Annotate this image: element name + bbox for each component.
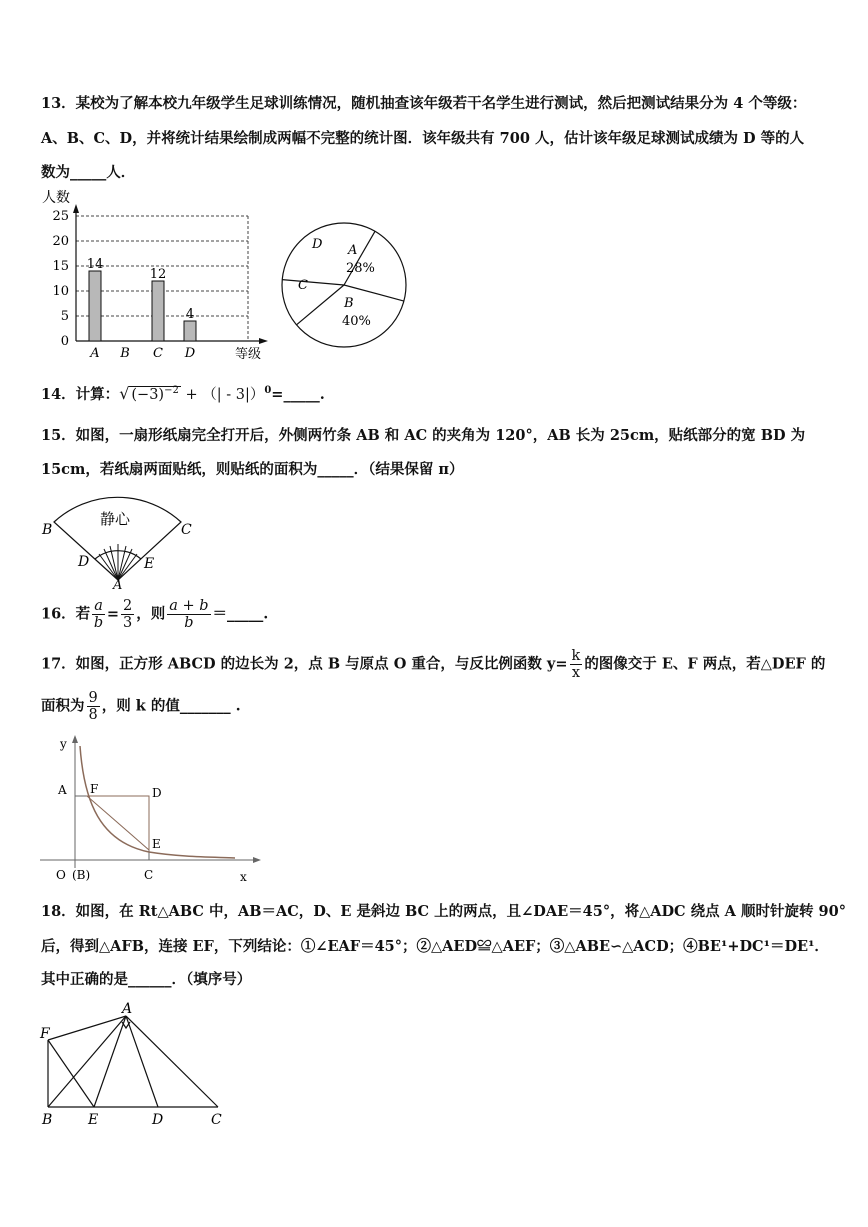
fan-label-e: E [144, 556, 155, 572]
bar-D [184, 321, 196, 341]
fan-label-b: B [42, 522, 53, 538]
q17-label-e: E [152, 837, 161, 851]
pie-label-B: B [344, 296, 354, 311]
fan-label-a: A [113, 578, 123, 590]
q16-b2: b [184, 615, 194, 631]
q18-label-d: D [152, 1112, 164, 1128]
q18-line3: 其中正确的是______．（填序号） [41, 971, 252, 988]
bar-value-label: 4 [185, 307, 195, 322]
q14-radicand: (−3) [131, 387, 165, 403]
bar-ytick: 15 [52, 259, 69, 274]
q17-line2b: ，则 k 的值_______ . [101, 697, 241, 715]
fan-label-c: C [181, 522, 192, 538]
q14-prefix: 14．计算： [41, 386, 120, 403]
q17-label-y: y [60, 737, 67, 751]
q13-line2: A、B、C、D，并将统计结果绘制成两幅不完整的统计图．该年级共有 700 人，估计该年级足球测试成绩为 D 等的人 [41, 130, 805, 147]
q15-line1: 15．如图，一扇形纸扇完全打开后，外侧两竹条 AB 和 AC 的夹角为 120°，AB 长为 25cm，贴纸部分的宽 BD 为 [41, 427, 806, 444]
bar-category-label: B [120, 346, 130, 361]
q17-x: x [571, 665, 580, 681]
bar-ytick: 10 [52, 284, 69, 299]
q18-figure [38, 1000, 228, 1130]
q16-a: a [94, 598, 103, 614]
q17-label-b: (B) [72, 868, 91, 882]
pie-chart [278, 218, 410, 350]
q17-label-c: C [144, 868, 154, 882]
pie-percent-B: 40% [342, 314, 371, 329]
fan-figure [40, 486, 195, 590]
q15-line2: 15cm，若纸扇两面贴纸，则贴纸的面积为_____．（结果保留 π） [41, 461, 464, 478]
q13-line1: 13．某校为了解本校九年级学生足球训练情况，随机抽查该年级若干名学生进行测试，然后把测试结果分为 4 个等级： [41, 95, 807, 112]
q17-label-a: A [58, 783, 67, 797]
q18-label-a: A [122, 1001, 133, 1017]
q18-label-c: C [211, 1112, 222, 1128]
q17-line1a: 17．如图，正方形 ABCD 的边长为 2，点 B 与原点 O 重合，与反比例函数 y= [41, 655, 568, 673]
q13-line3: 数为_____人． [41, 164, 136, 181]
q16-b: b [93, 615, 104, 631]
bar-A [89, 271, 101, 341]
q16-line [41, 598, 268, 631]
bar-category-label: C [153, 346, 163, 361]
q17-figure [40, 732, 265, 892]
q16-eq1: = [106, 605, 119, 623]
q17-line1 [41, 648, 825, 681]
square-abcd [75, 796, 149, 860]
q17-nine: 9 [88, 690, 98, 706]
pie-label-C: C [298, 278, 308, 293]
q17-line2a: 面积为 [41, 697, 85, 715]
q16-two: 2 [123, 598, 133, 614]
q17-line1b: 的图像交于 E、F 两点，若△DEF 的 [584, 655, 826, 673]
bar-ylabel: 人数 [42, 190, 70, 206]
bar-xlabel: 等级 [235, 347, 262, 362]
q17-label-o: O [56, 868, 66, 882]
q16-mid: ，则 [136, 605, 166, 623]
bar-value-label: 12 [149, 267, 167, 282]
q17-label-f: F [90, 782, 99, 796]
q14-suffix: =_____. [271, 386, 325, 403]
pie-label-D: D [312, 237, 323, 252]
q18-label-e: E [88, 1112, 99, 1128]
triangle-def [87, 796, 149, 850]
bar-value-label: 14 [86, 257, 104, 272]
q17-k: k [571, 648, 581, 664]
q16-three: 3 [123, 615, 133, 631]
bar-ytick: 5 [60, 309, 69, 324]
q14-plus: + （| - 3|） [180, 387, 265, 403]
q14-zero: 0 [264, 385, 272, 397]
q16-apb: a + b [169, 598, 209, 614]
bar-category-label: A [90, 346, 100, 361]
q18-line1: 18．如图，在 Rt△ABC 中，AB＝AC，D、E 是斜边 BC 上的两点，且∠DAE＝45°，将△ADC 绕点 A 顺时针旋转 90° [41, 903, 846, 920]
q18-label-f: F [40, 1026, 50, 1042]
bar-category-label: D [184, 346, 196, 361]
q14-exp: −2 [164, 385, 179, 397]
q17-label-d: D [152, 786, 162, 800]
bar-ytick: 20 [52, 234, 69, 249]
q16-suffix: ＝_____. [212, 605, 269, 623]
bar-ytick: 0 [60, 334, 69, 349]
q18-label-b: B [42, 1112, 53, 1128]
bar-C [152, 281, 164, 341]
bar-chart [38, 186, 278, 362]
pie-percent-A: 28% [346, 261, 375, 276]
q14-line: 14．计算：√ $(-3)^{-2}$ + （| - 3|）$^0$=_____. [41, 384, 325, 403]
q18-line2: 后，得到△AFB，连接 EF，下列结论：①∠EAF＝45°；②△AED≌△AEF；③△ABE∽△ACD；④BE¹+DC¹＝DE¹． [41, 938, 829, 955]
bar-ytick: 25 [52, 209, 69, 224]
q17-line2 [41, 690, 241, 723]
pie-label-A: A [348, 243, 358, 258]
q17-eight: 8 [88, 707, 98, 723]
q17-label-x: x [240, 870, 247, 884]
fan-label-d: D [78, 554, 90, 570]
q16-prefix: 16．若 [41, 605, 91, 623]
fan-text: 静心 [100, 510, 131, 528]
